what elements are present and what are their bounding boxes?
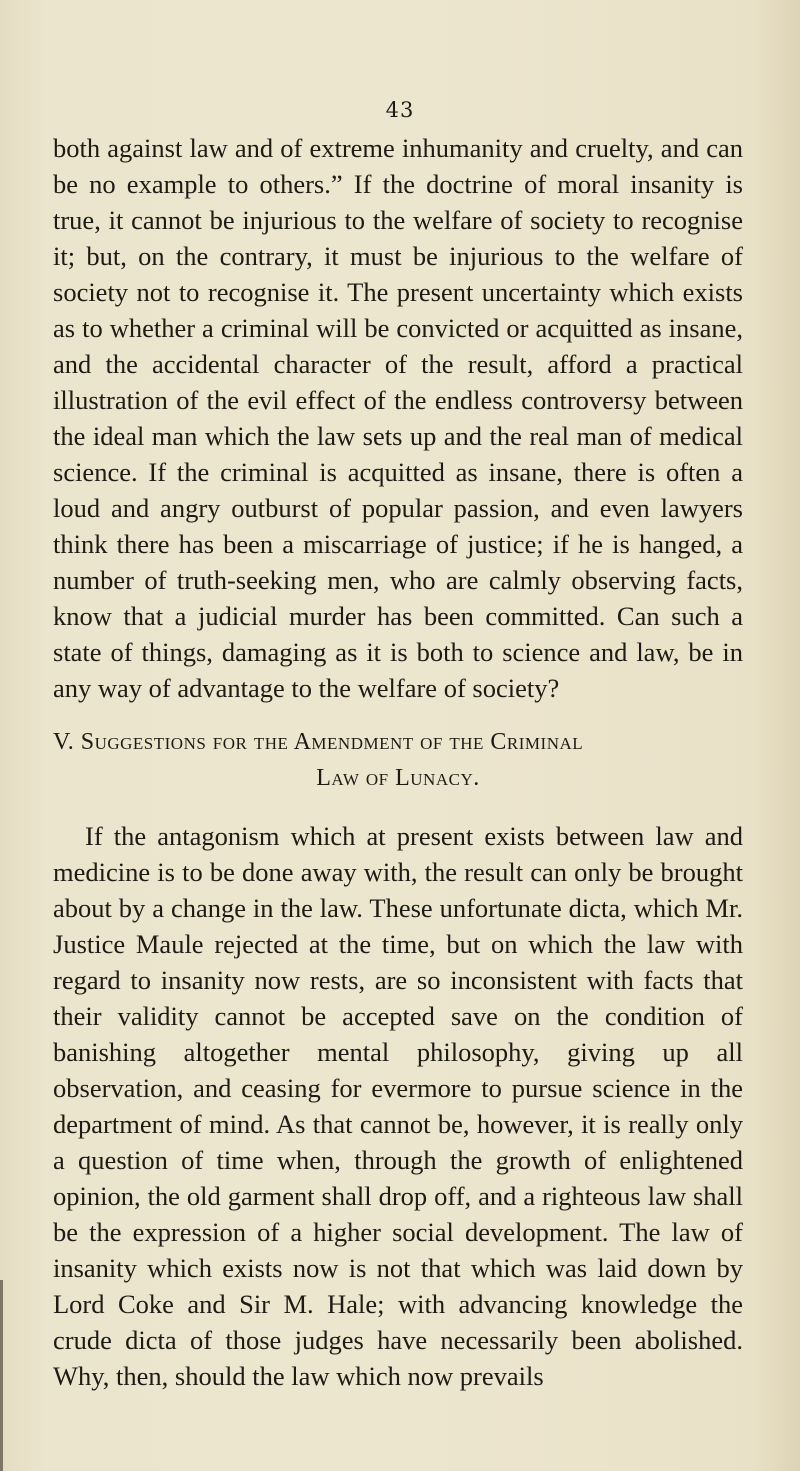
- paragraph-section-v: If the antagonism which at present exists between law and medicine is to be done away with, the result can only be brought about by a change in the law. These unfortunate dicta, which Mr. Justice Maule rejected at the time, but on which the law with regard to insanity now rests, are so inconsistent with facts that their validity cannot be accepted save on the condition of banishing altogether mental philosophy, giving up all observation, and ceasing for evermore to pursue science in the department of mind. As that cannot be, however, it is really only a question of time when, through the growth of enlightened opinion, the old garment shall drop off, and a righteous law shall be the expression of a higher social development. The law of insanity which exists now is not that which was laid down by Lord Coke and Sir M. Hale; with advancing knowledge the crude dicta of those judges have necessarily been abolished. Why, then, should the law which now prevails: [53, 821, 743, 1391]
- paragraph-continuation: both against law and of extreme inhumanity and cruelty, and can be no example to others.” If the doctrine of moral insanity is true, it cannot be injurious to the welfare of society to recognise it; but, on the contrary, it must be injurious to the welfare of society not to recognise it. The present uncertainty which exists as to whether a criminal will be convicted or acquitted as insane, and the accidental character of the result, afford a practical illustration of the evil effect of the endless controversy between the ideal man which the law sets up and the real man of medical science. If the criminal is acquitted as insane, there is often a loud and angry outburst of popular passion, and even lawyers think there has been a miscarriage of justice; if he is hanged, a number of truth-seeking men, who are calmly observing facts, know that a judicial murder has been committed. Can such a state of things, damaging as it is both to science and law, be in any way of advantage to the welfare of society?: [53, 133, 743, 703]
- page-number: 43: [385, 98, 415, 122]
- page-body: [53, 130, 743, 1394]
- section-heading-line-2: Law of Lunacy.: [316, 765, 480, 791]
- section-heading: [53, 724, 743, 796]
- binding-edge: [0, 1280, 3, 1471]
- section-heading-line-1: V. Suggestions for the Amendment of the Criminal: [53, 729, 584, 755]
